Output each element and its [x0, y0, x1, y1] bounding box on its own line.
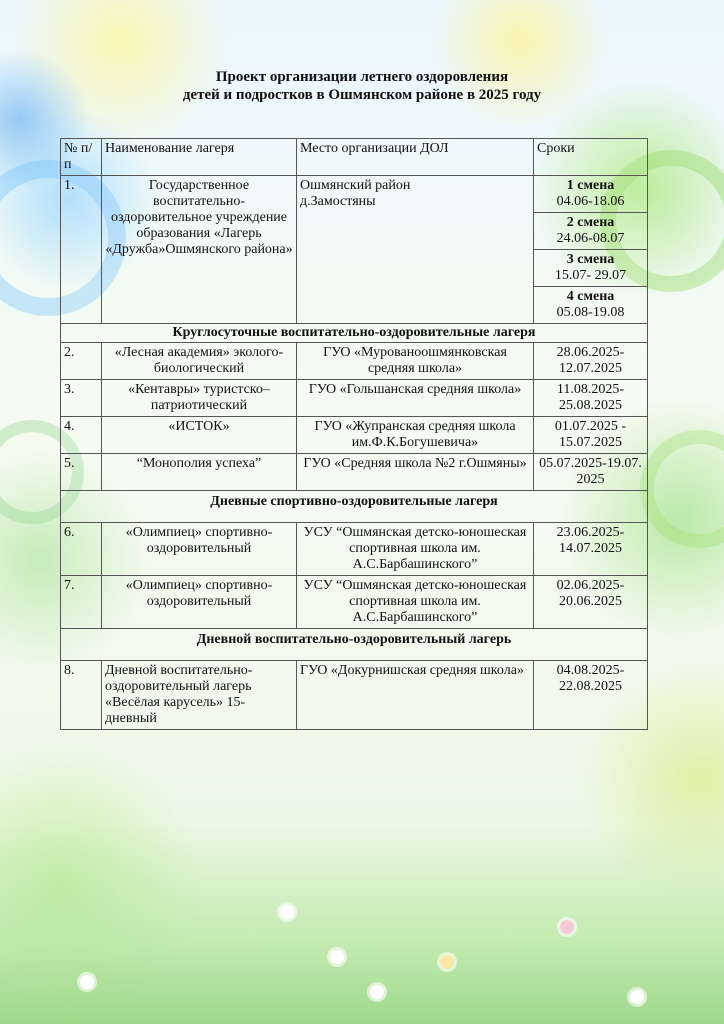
section-title: Дневные спортивно-оздоровительные лагеря [61, 491, 648, 523]
title-line-1: Проект организации летнего оздоровления [215, 69, 509, 85]
shift-cell [534, 287, 648, 324]
section-title: Дневной воспитательно-оздоровительный лагерь [61, 629, 648, 661]
row-num: 2. [61, 343, 102, 380]
grass-decoration [0, 824, 724, 1024]
title-line-2: детей и подростков в Ошмянском районе в 2025 году [182, 87, 542, 103]
row-num: 4. [61, 417, 102, 454]
row-place: ГУО «Средняя школа №2 г.Ошмяны» [297, 454, 534, 491]
table-row [61, 661, 648, 730]
row-name: «Лесная академия» эколого-биологический [102, 343, 297, 380]
table-row [61, 417, 648, 454]
table-row [61, 176, 648, 213]
row-place: ГУО «Гольшанская средняя школа» [297, 380, 534, 417]
row-name: “Монополия успеха” [102, 454, 297, 491]
row-place: ГУО «Мурованоошмянковская средняя школа» [297, 343, 534, 380]
row-dates: 28.06.2025-12.07.2025 [534, 343, 648, 380]
row-dates: 23.06.2025-14.07.2025 [534, 523, 648, 576]
section-header [61, 629, 648, 661]
table-row [61, 380, 648, 417]
flower-decoration [80, 975, 94, 989]
shift-cell [534, 213, 648, 250]
table-header-row [61, 139, 648, 176]
row-num: 5. [61, 454, 102, 491]
section-header [61, 491, 648, 523]
row-dates: 01.07.2025 - 15.07.2025 [534, 417, 648, 454]
shift-label: 4 смена [566, 289, 615, 304]
row-place: УСУ “Ошмянская детско-юношеская спортивная школа им. А.С.Барбашинского” [297, 576, 534, 629]
section-header [61, 324, 648, 343]
camps-table [60, 138, 648, 730]
flower-decoration [330, 950, 344, 964]
shift-label: 1 смена [566, 178, 615, 193]
decor-bubble-right-lower [640, 430, 724, 548]
table-row [61, 343, 648, 380]
flower-decoration [370, 985, 384, 999]
row-num: 1. [61, 176, 102, 324]
header-num: № п/п [61, 139, 102, 176]
row-name: «Кентавры» туристско–патриотический [102, 380, 297, 417]
flower-decoration [440, 955, 454, 969]
row-name: Дневной воспитательно-оздоровительный лагерь «Весёлая карусель» 15-дневный [102, 661, 297, 730]
place-line: д.Замостяны [300, 194, 376, 209]
row-place: ГУО «Докурнишская средняя школа» [297, 661, 534, 730]
shift-dates: 24.06-08.07 [556, 231, 625, 246]
flower-decoration [630, 990, 644, 1004]
row-place: ГУО «Жупранская средняя школа им.Ф.К.Богушевича» [297, 417, 534, 454]
row-dates: 05.07.2025-19.07. 2025 [534, 454, 648, 491]
shift-dates: 04.06-18.06 [556, 194, 625, 209]
table-row [61, 454, 648, 491]
row-name: «ИСТОК» [102, 417, 297, 454]
shift-label: 3 смена [566, 252, 615, 267]
document-title [0, 68, 724, 104]
header-place: Место организации ДОЛ [297, 139, 534, 176]
row-name: Государственное воспитательно-оздоровительное учреждение образования «Лагерь «Дружба»Ошмянского района» [102, 176, 297, 324]
table-row [61, 523, 648, 576]
flower-decoration [280, 905, 294, 919]
shift-label: 2 смена [566, 215, 615, 230]
flower-decoration [560, 920, 574, 934]
place-line: Ошмянский район [300, 178, 411, 193]
shift-cell [534, 176, 648, 213]
row-dates: 02.06.2025-20.06.2025 [534, 576, 648, 629]
header-name: Наименование лагеря [102, 139, 297, 176]
row-num: 7. [61, 576, 102, 629]
row-place: УСУ “Ошмянская детско-юношеская спортивная школа им. А.С.Барбашинского” [297, 523, 534, 576]
section-title: Круглосуточные воспитательно-оздоровительные лагеря [61, 324, 648, 343]
row-dates: 11.08.2025-25.08.2025 [534, 380, 648, 417]
row-name: «Олимпиец» спортивно-оздоровительный [102, 576, 297, 629]
row-num: 3. [61, 380, 102, 417]
row-dates: 04.08.2025-22.08.2025 [534, 661, 648, 730]
row-name: «Олимпиец» спортивно-оздоровительный [102, 523, 297, 576]
shift-dates: 15.07- 29.07 [554, 268, 627, 283]
table-row [61, 576, 648, 629]
shift-cell [534, 250, 648, 287]
row-num: 6. [61, 523, 102, 576]
row-place [297, 176, 534, 324]
shift-dates: 05.08-19.08 [556, 305, 625, 320]
row-num: 8. [61, 661, 102, 730]
header-dates: Сроки [534, 139, 648, 176]
